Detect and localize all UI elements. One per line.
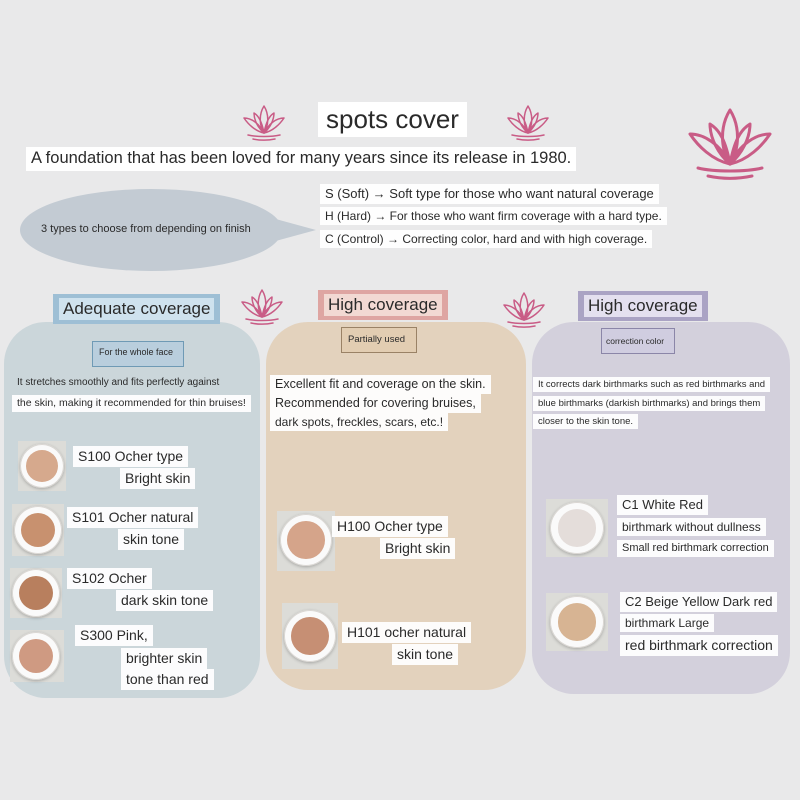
- control-desc-line: closer to the skin tone.: [533, 414, 638, 429]
- hard-heading: High coverage: [324, 294, 442, 316]
- type-control: C (Control) → Correcting color, hard and with high coverage.: [320, 230, 652, 248]
- soft-tag: For the whole face: [99, 347, 174, 357]
- foundation-jar: [550, 596, 604, 648]
- product-name: H100 Ocher type: [332, 516, 448, 537]
- bubble-text: 3 types to choose from depending on finish: [41, 223, 251, 235]
- product-note: brighter skin: [121, 648, 207, 669]
- foundation-jar: [20, 444, 64, 488]
- control-heading: High coverage: [584, 295, 702, 317]
- foundation-jar: [550, 502, 604, 554]
- control-tag: correction color: [606, 336, 665, 346]
- foundation-jar: [280, 514, 332, 566]
- product-name: C1 White Red: [617, 495, 708, 515]
- control-heading-tab: [578, 291, 708, 321]
- soft-desc-line: It stretches smoothly and fits perfectly against: [17, 377, 220, 388]
- product-note: skin tone: [392, 644, 458, 665]
- foundation-jar: [12, 569, 60, 617]
- control-desc-line: It corrects dark birthmarks such as red birthmarks and: [533, 377, 770, 392]
- foundation-jar: [14, 506, 62, 554]
- product-note: dark skin tone: [116, 590, 213, 611]
- type-soft: S (Soft) → Soft type for those who want natural coverage: [320, 184, 659, 204]
- foundation-jar: [12, 632, 60, 680]
- page-title: spots cover: [318, 102, 467, 137]
- foundation-jar: [284, 610, 336, 662]
- lotus-icon: [238, 102, 290, 142]
- product-name: S102 Ocher: [67, 568, 152, 589]
- product-name: S101 Ocher natural: [67, 507, 198, 528]
- lotus-icon: [502, 102, 554, 142]
- speech-bubble-tail: [272, 218, 316, 242]
- soft-desc-line: the skin, making it recommended for thin bruises!: [12, 395, 251, 412]
- product-name: S100 Ocher type: [73, 446, 188, 467]
- hard-tag: Partially used: [348, 334, 406, 345]
- product-note: tone than red: [121, 669, 214, 690]
- lotus-icon: [236, 286, 288, 326]
- product-note: Bright skin: [120, 468, 195, 489]
- product-note: Small red birthmark correction: [617, 540, 774, 557]
- product-note: skin tone: [118, 529, 184, 550]
- hard-desc-line: dark spots, freckles, scars, etc.!: [270, 413, 448, 431]
- product-name: C2 Beige Yellow Dark red: [620, 592, 777, 612]
- hard-desc-line: Excellent fit and coverage on the skin.: [270, 375, 491, 394]
- lotus-icon: [498, 289, 550, 329]
- product-note: Bright skin: [380, 538, 455, 559]
- product-note: birthmark Large: [620, 614, 714, 632]
- product-name: H101 ocher natural: [342, 622, 471, 643]
- control-desc-line: blue birthmarks (darkish birthmarks) and brings them: [533, 396, 765, 411]
- hard-desc-line: Recommended for covering bruises,: [270, 394, 481, 413]
- product-name: S300 Pink,: [75, 625, 153, 646]
- type-hard: H (Hard) → For those who want firm coverage with a hard type.: [320, 207, 667, 225]
- product-note: birthmark without dullness: [617, 518, 766, 536]
- soft-heading-tab: [53, 294, 220, 324]
- soft-heading: Adequate coverage: [59, 298, 214, 320]
- page-subtitle: A foundation that has been loved for many years since its release in 1980.: [26, 147, 576, 171]
- hard-heading-tab: [318, 290, 448, 320]
- lotus-icon: [680, 100, 780, 184]
- product-note: red birthmark correction: [620, 635, 778, 656]
